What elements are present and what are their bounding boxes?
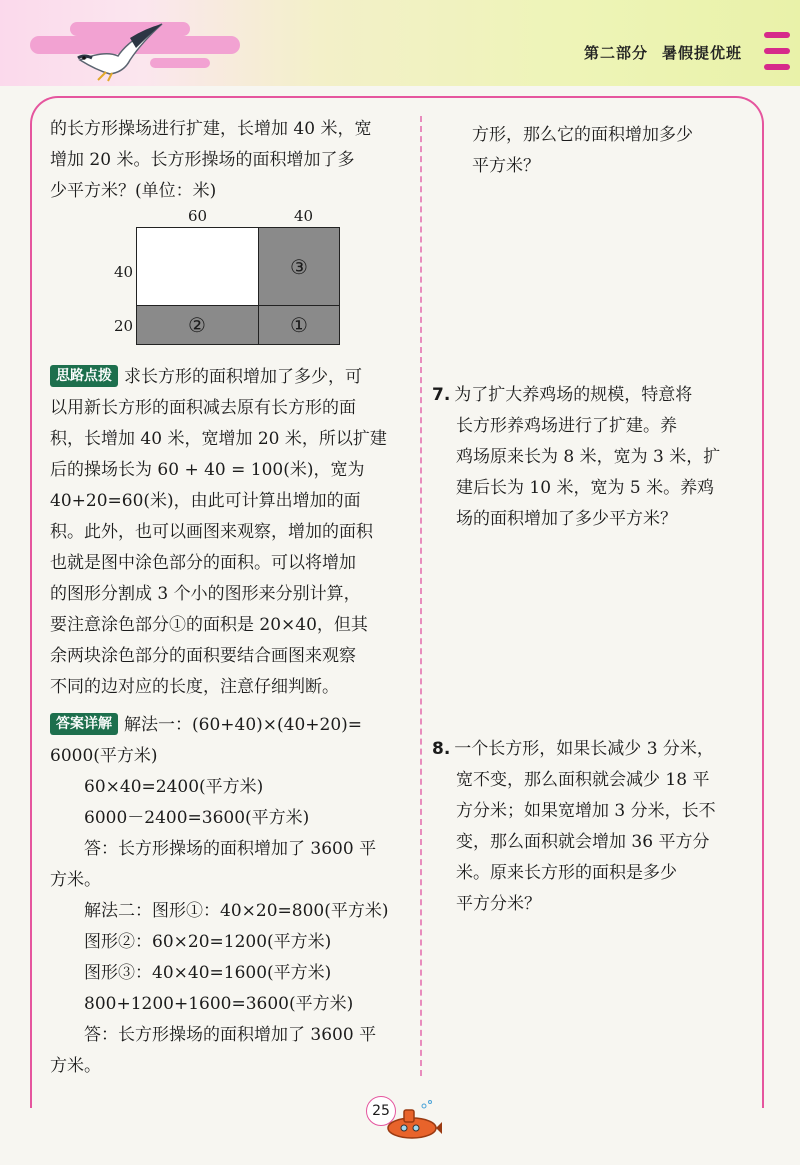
answer-tag: 答案详解 — [50, 713, 118, 735]
question-6-continuation — [472, 120, 772, 182]
submarine-icon — [384, 1098, 444, 1142]
intro-line: 少平方米？(单位：米) — [50, 181, 217, 201]
question-line: 场的面积增加了多少平方米？ — [456, 509, 677, 529]
answer-line: 答：长方形操场的面积增加了 3600 平 — [84, 839, 377, 859]
answer-section — [50, 710, 410, 1082]
original-rectangle — [136, 227, 260, 307]
figure-side-label: 20 — [114, 317, 134, 335]
question-7-number: 7. — [432, 385, 451, 405]
question-7 — [432, 380, 732, 535]
header-part: 第二部分 — [583, 44, 648, 62]
answer-line: 60×40=2400(平方米) — [84, 777, 264, 797]
hint-section — [50, 362, 410, 703]
rectangle-figure — [110, 205, 350, 355]
header-title — [584, 42, 742, 63]
answer-line: 方米。 — [50, 1056, 101, 1076]
intro-line: 的长方形操场进行扩建，长增加 40 米，宽 — [50, 119, 372, 139]
region-1-label: ① — [290, 313, 308, 337]
figure-top-label: 60 — [188, 207, 208, 225]
hint-line: 后的操场长为 60 + 40 = 100(米)，宽为 — [50, 460, 365, 480]
hint-line: 不同的边对应的长度，注意仔细判断。 — [50, 677, 339, 697]
question-line: 宽不变，那么面积就会减少 18 平 — [456, 770, 710, 790]
hint-line: 也就是图中涂色部分的面积。可以将增加 — [50, 553, 356, 573]
page-header — [0, 0, 800, 86]
region-3-label: ③ — [290, 255, 308, 279]
question-8 — [432, 734, 732, 920]
figure-top-label: 40 — [294, 207, 314, 225]
hint-line: 余两块涂色部分的面积要结合画图来观察 — [50, 646, 356, 666]
header-course: 暑假提优班 — [661, 44, 742, 62]
hint-line: 求长方形的面积增加了多少，可 — [124, 367, 362, 387]
answer-line: 图形②：60×20=1200(平方米) — [84, 932, 332, 952]
column-divider — [420, 116, 422, 1076]
hint-line: 的图形分割成 3 个小的图形来分别计算， — [50, 584, 361, 604]
question-8-number: 8. — [432, 739, 451, 759]
seagull-icon — [70, 20, 170, 82]
question-line: 鸡场原来长为 8 米，宽为 3 米，扩 — [456, 447, 721, 467]
question-line: 一个长方形，如果长减少 3 分米， — [454, 739, 714, 759]
hint-line: 以用新长方形的面积减去原有长方形的面 — [50, 398, 356, 418]
problem-intro — [50, 114, 410, 207]
answer-line: 6000(平方米) — [50, 746, 158, 766]
answer-line: 6000－2400=3600(平方米) — [84, 808, 310, 828]
hint-tag: 思路点拨 — [50, 365, 118, 387]
question-line: 变，那么面积就会增加 36 平方分 — [456, 832, 710, 852]
corner-mark — [756, 26, 800, 86]
hint-line: 要注意涂色部分①的面积是 20×40，但其 — [50, 615, 368, 635]
answer-line: 解法二：图形①：40×20=800(平方米) — [84, 901, 389, 921]
region-2-label: ② — [188, 313, 206, 337]
answer-line: 图形③：40×40=1600(平方米) — [84, 963, 332, 983]
answer-line: 答：长方形操场的面积增加了 3600 平 — [84, 1025, 377, 1045]
question-line: 米。原来长方形的面积是多少 — [456, 863, 677, 883]
question-line: 方分米；如果宽增加 3 分米，长不 — [456, 801, 716, 821]
answer-line: 解法一：(60+40)×(40+20)= — [124, 715, 363, 735]
hint-line: 积，长增加 40 米，宽增加 20 米，所以扩建 — [50, 429, 387, 449]
continuation-line: 方形，那么它的面积增加多少 — [472, 125, 693, 145]
page-number: 25 — [366, 1096, 396, 1126]
question-line: 为了扩大养鸡场的规模，特意将 — [454, 385, 693, 405]
question-line: 长方形养鸡场进行了扩建。养 — [456, 416, 677, 436]
answer-line: 方米。 — [50, 870, 101, 890]
continuation-line: 平方米？ — [472, 156, 540, 176]
hint-line: 积。此外，也可以画图来观察，增加的面积 — [50, 522, 373, 542]
intro-line: 增加 20 米。长方形操场的面积增加了多 — [50, 150, 355, 170]
answer-line: 800+1200+1600=3600(平方米) — [84, 994, 354, 1014]
figure-side-label: 40 — [114, 263, 134, 281]
question-line: 建后长为 10 米，宽为 5 米。养鸡 — [456, 478, 715, 498]
hint-line: 40+20=60(米)，由此可计算出增加的面 — [50, 491, 361, 511]
question-line: 平方分米？ — [456, 894, 541, 914]
